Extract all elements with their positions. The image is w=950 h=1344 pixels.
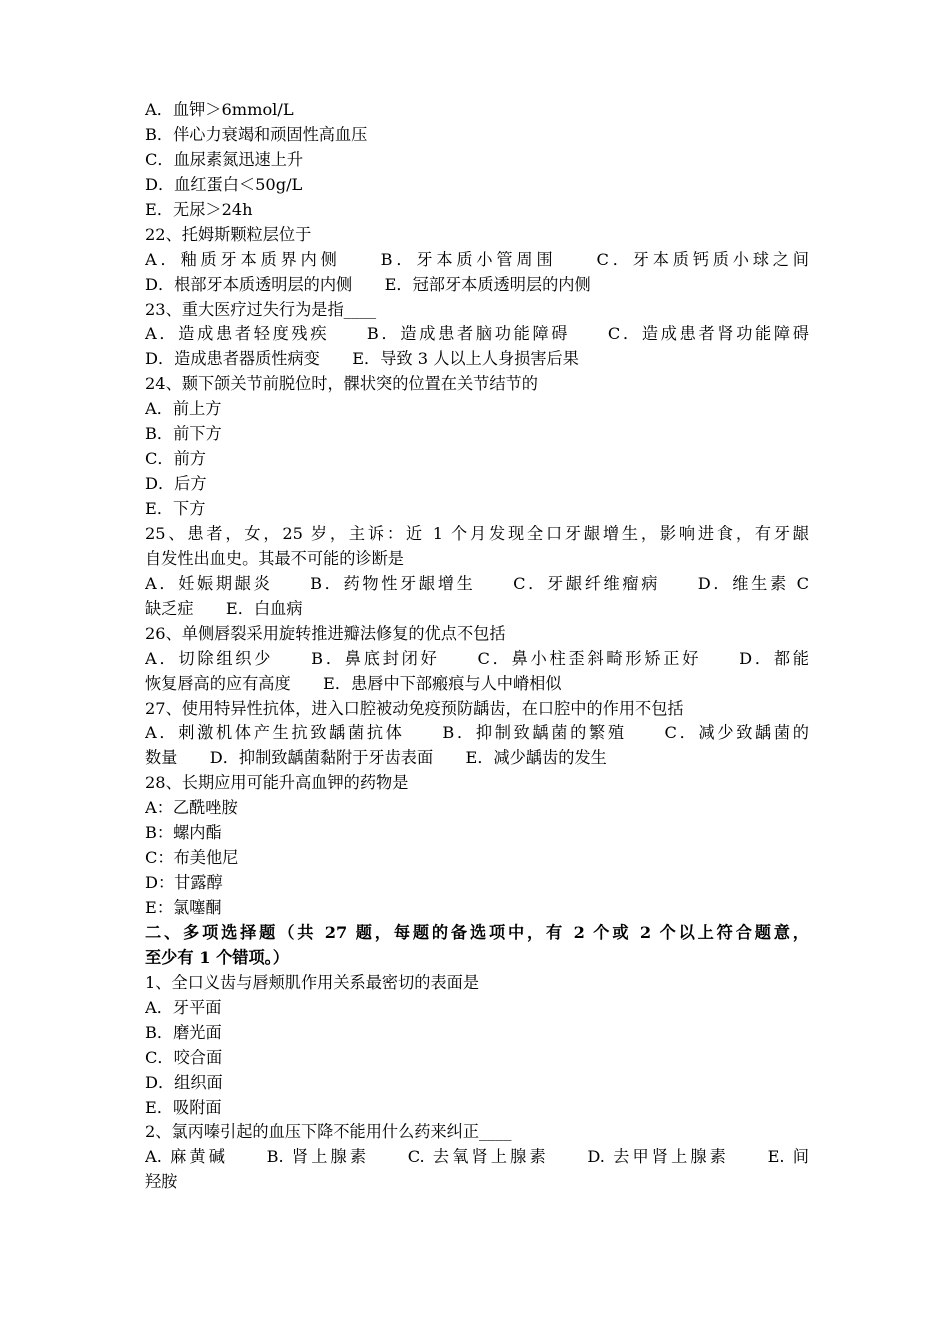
question-line: 28、长期应用可能升高血钾的药物是 <box>145 773 409 793</box>
option-line: E．无尿＞24h <box>145 199 253 219</box>
option-line: D．血红蛋白＜50g/L <box>145 174 303 194</box>
option-line: E：氯噻酮 <box>145 898 222 917</box>
section-heading-line: 至少有 1 个错项。） <box>145 947 289 967</box>
option-line: 数量 D．抑制致龋菌黏附于牙齿表面 E．减少龋齿的发生 <box>145 748 607 768</box>
option-line: A．牙平面 <box>145 997 222 1017</box>
option-line: D．造成患者器质性病变 E．导致 3 人以上人身损害后果 <box>145 349 579 369</box>
option-line: A．妊娠期龈炎 B．药物性牙龈增生 C．牙龈纤维瘤病 D．维生素 C <box>145 573 809 593</box>
option-line: A．釉质牙本质界内侧 B．牙本质小管周围 C．牙本质钙质小球之间 <box>145 249 809 269</box>
option-line: 羟胺 <box>145 1172 178 1192</box>
option-line: B．前下方 <box>145 424 222 444</box>
question-line: 2、氯丙嗪引起的血压下降不能用什么药来纠正____ <box>145 1122 512 1142</box>
section-heading-line: 二、多项选择题（共 27 题，每题的备选项中，有 2 个或 2 个以上符合题意， <box>145 922 809 942</box>
question-line: 25、患者，女，25 岁，主诉：近 1 个月发现全口牙龈增生，影响进食，有牙龈 <box>145 523 809 543</box>
option-line: D：甘露醇 <box>145 873 223 893</box>
option-line: 缺乏症 E．白血病 <box>145 598 303 618</box>
option-line: D．后方 <box>145 474 207 494</box>
option-line: A．造成患者轻度残疾 B．造成患者脑功能障碍 C．造成患者肾功能障碍 <box>145 324 809 344</box>
option-line: A．刺激机体产生抗致龋菌抗体 B．抑制致龋菌的繁殖 C．减少致龋菌的 <box>145 723 809 743</box>
option-line: C．咬合面 <box>145 1047 223 1067</box>
question-line: 1、全口义齿与唇颊肌作用关系最密切的表面是 <box>145 972 480 992</box>
question-line: 自发性出血史。其最不可能的诊断是 <box>145 548 404 568</box>
option-line: B：螺内酯 <box>145 823 222 843</box>
option-line: A．血钾＞6mmol/L <box>145 100 294 119</box>
option-line: B．伴心力衰竭和顽固性高血压 <box>145 124 368 144</box>
question-line: 23、重大医疗过失行为是指____ <box>145 299 377 319</box>
option-line: C．血尿素氮迅速上升 <box>145 149 304 169</box>
option-line: C：布美他尼 <box>145 848 239 868</box>
question-line: 24、颞下颌关节前脱位时，髁状突的位置在关节结节的 <box>145 374 538 394</box>
question-line: 27、使用特异性抗体，进入口腔被动免疫预防龋齿，在口腔中的作用不包括 <box>145 698 684 718</box>
document-page <box>145 98 809 1195</box>
question-line: 22、托姆斯颗粒层位于 <box>145 224 312 244</box>
option-line: E．下方 <box>145 499 206 518</box>
option-line: B．磨光面 <box>145 1022 222 1042</box>
option-line: D．组织面 <box>145 1072 223 1092</box>
option-line: C．前方 <box>145 449 206 469</box>
option-line: D．根部牙本质透明层的内侧 E．冠部牙本质透明层的内侧 <box>145 274 591 294</box>
option-line: 恢复唇高的应有高度 E．患唇中下部瘢痕与人中嵴相似 <box>145 673 562 693</box>
option-line: A．切除组织少 B．鼻底封闭好 C．鼻小柱歪斜畸形矫正好 D．都能 <box>145 648 809 668</box>
question-line: 26、单侧唇裂采用旋转推进瓣法修复的优点不包括 <box>145 623 506 643</box>
option-line: E．吸附面 <box>145 1097 222 1117</box>
option-line: A．前上方 <box>145 399 222 419</box>
option-line: A：乙酰唑胺 <box>145 798 238 818</box>
option-line: A. 麻黄碱 B. 肾上腺素 C. 去氧肾上腺素 D. 去甲肾上腺素 E. 间 <box>145 1147 809 1167</box>
